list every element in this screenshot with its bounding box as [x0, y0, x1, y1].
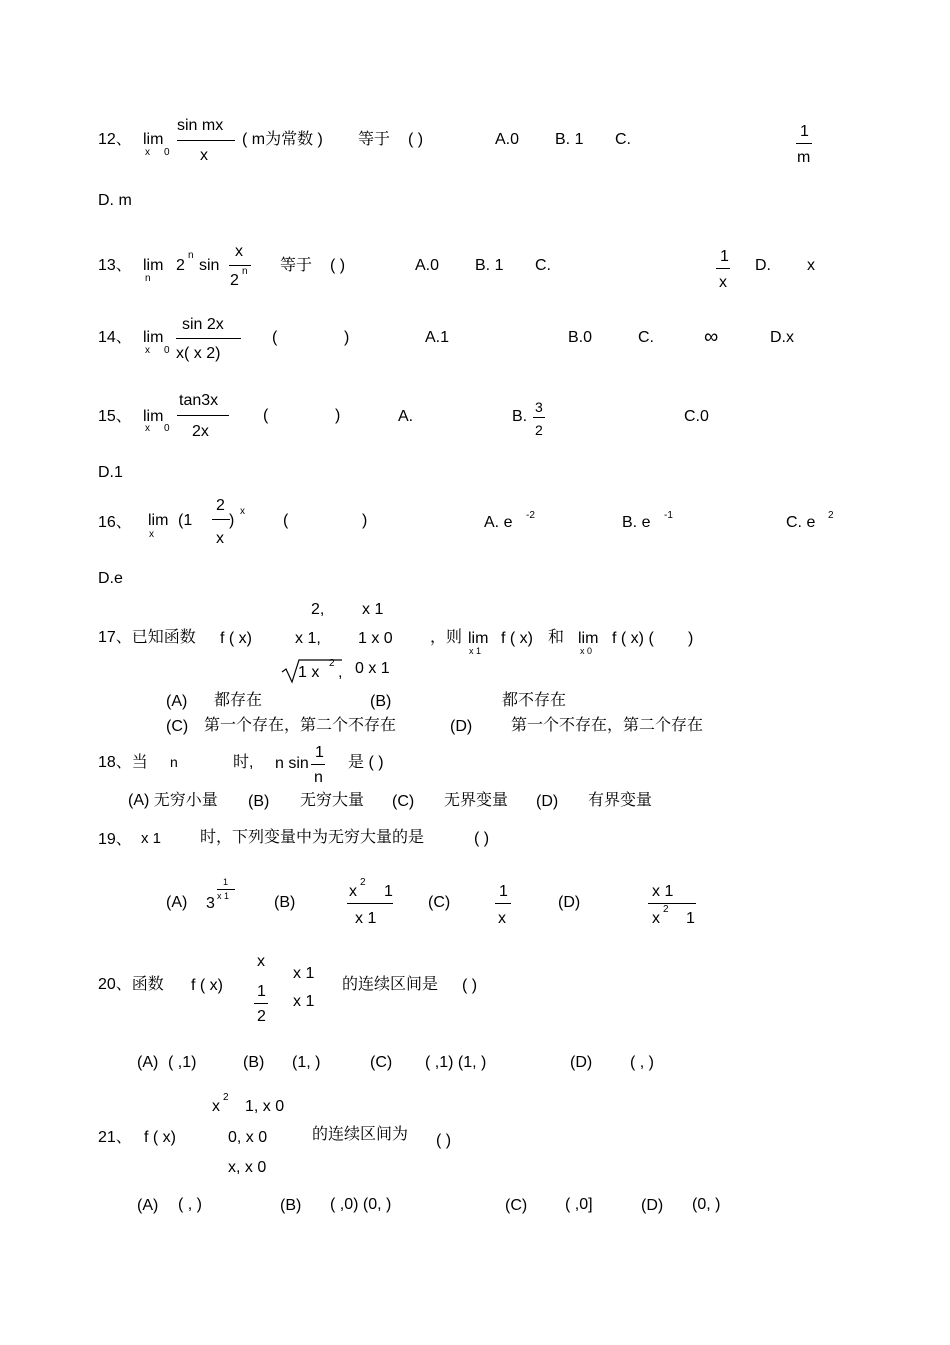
q17-option-d: (D): [450, 718, 473, 735]
q13-denominator: 2: [230, 272, 239, 289]
q14-option-c-val: ∞: [704, 326, 719, 348]
q17-lim1-f: f ( x): [501, 630, 533, 647]
q19-option-c-den: x: [498, 910, 506, 927]
q21-option-a-val: ( , ): [178, 1196, 202, 1213]
q15-blank-close: ): [335, 407, 341, 424]
q15-fraction-bar: [177, 415, 229, 416]
q21-option-b-val: ( ,0) (0, ): [330, 1196, 392, 1213]
q16-numerator: 2: [216, 497, 225, 514]
q14-option-c: C.: [638, 329, 654, 346]
q19-option-d-den: x: [652, 910, 660, 927]
q12-blank: ( ): [408, 131, 424, 148]
q12-fraction-bar: [177, 140, 235, 141]
q13-lim: lim: [143, 257, 164, 274]
q21-option-b: (B): [280, 1197, 302, 1214]
q20-option-d: (D): [570, 1054, 593, 1071]
q20-option-b: (B): [243, 1054, 265, 1071]
q19-option-c-num: 1: [499, 883, 508, 900]
q17-lim1: lim: [468, 630, 489, 647]
q21-case3: x, x 0: [228, 1159, 267, 1176]
q13-option-c-den: x: [719, 274, 727, 291]
q20-option-a: (A): [137, 1054, 159, 1071]
q18-fraction-bar: [311, 764, 325, 765]
q17-option-b-text: 都不存在: [502, 692, 567, 709]
q16-lim-sub-x: x: [149, 529, 154, 540]
q17-lim2: lim: [578, 630, 599, 647]
q18-shi2: 是 ( ): [348, 754, 384, 771]
q17-option-b: (B): [370, 693, 392, 710]
q17-case1-cond: x 1: [362, 601, 384, 618]
q19-option-b-num-rest: 1: [384, 883, 393, 900]
q15-blank-open: (: [263, 407, 269, 424]
q15-option-c: C.0: [684, 408, 709, 425]
q20-f: f ( x): [191, 977, 223, 994]
q14-lim-sub-x: x: [145, 345, 150, 356]
q15-lim: lim: [143, 408, 164, 425]
q12-note: ( m为常数 ): [242, 131, 323, 148]
q21-number: 21、: [98, 1129, 132, 1146]
q17-case3-comma: ,: [338, 664, 343, 681]
q15-option-b-den: 2: [535, 422, 543, 438]
q17-case3-sup: 2: [329, 658, 335, 669]
q16-lim: lim: [148, 512, 169, 529]
q15-lim-sub-x: x: [145, 423, 150, 434]
q13-option-c-bar: [716, 268, 730, 269]
q13-option-d: D.: [755, 257, 771, 274]
q17-lim2-sub: x 0: [580, 646, 593, 656]
q19-option-c: (C): [428, 894, 451, 911]
q12-lim-sub-0: 0: [164, 147, 170, 158]
q19-number: 19、: [98, 831, 132, 848]
q20-text: 的连续区间是: [342, 976, 439, 993]
q13-option-c-num: 1: [720, 248, 729, 265]
q17-case1-value: 2,: [311, 601, 325, 618]
q16-fraction-bar: [212, 519, 230, 520]
q14-fraction-bar: [176, 338, 241, 339]
q13-two: 2: [176, 257, 185, 274]
q18-option-b-text: 无穷大量: [300, 792, 365, 809]
q17-option-d-text: 第一个不存在，第二个存在: [511, 717, 704, 734]
q19-option-d: (D): [558, 894, 581, 911]
q16-option-c-sup: 2: [828, 510, 834, 521]
q15-option-b-num: 3: [535, 399, 543, 415]
q12-option-c-num: 1: [800, 123, 809, 140]
q19-option-a-exp-den: x 1: [217, 891, 230, 901]
q15-denominator: 2x: [192, 423, 209, 440]
q20-case1-cond: x 1: [293, 965, 315, 982]
q12-lim-sub-x: x: [145, 147, 150, 158]
q18-option-c-text: 无界变量: [444, 792, 509, 809]
q14-option-a: A.1: [425, 329, 450, 346]
q14-lim: lim: [143, 329, 164, 346]
q20-blank: ( ): [462, 977, 478, 994]
q21-option-d: (D): [641, 1197, 664, 1214]
q12-option-a: A.0: [495, 131, 520, 148]
q13-denominator-sup: n: [242, 266, 248, 277]
q20-option-b-val: (1, ): [292, 1054, 321, 1071]
q20-case1-value: x: [257, 953, 265, 970]
q12-option-c-bar: [796, 143, 812, 144]
q13-option-a: A.0: [415, 257, 440, 274]
q19-text: 时，下列变量中为无穷大量的是: [200, 829, 425, 846]
q17-mid: ，则: [430, 629, 463, 646]
q21-option-c: (C): [505, 1197, 528, 1214]
q19-option-d-bar: [648, 903, 696, 904]
q20-option-a-val: ( ,1): [168, 1054, 197, 1071]
q18-option-c: (C): [392, 793, 415, 810]
q18-option-d: (D): [536, 793, 559, 810]
q18-denominator: n: [314, 769, 323, 786]
q19-option-b-num: x: [349, 883, 357, 900]
q17-case2-cond: 1 x 0: [358, 630, 393, 647]
q13-number: 13、: [98, 257, 132, 274]
q14-numerator: sin 2x: [182, 316, 224, 333]
q17-f: f ( x): [220, 630, 252, 647]
q20-option-d-val: ( , ): [630, 1054, 654, 1071]
q20-case2-cond: x 1: [293, 993, 315, 1010]
q17-option-a: (A): [166, 693, 188, 710]
q16-option-a-sup: -2: [526, 510, 535, 521]
q16-denominator: x: [216, 530, 224, 547]
q17-option-c: (C): [166, 718, 189, 735]
q20-option-c-val: ( ,1) (1, ): [425, 1054, 487, 1071]
q16-option-a: A. e: [484, 514, 513, 531]
q12-option-b: B. 1: [555, 131, 584, 148]
q15-numerator: tan3x: [179, 392, 219, 409]
q15-lim-sub-0: 0: [164, 423, 170, 434]
q19-blank: ( ): [474, 830, 490, 847]
q21-case2: 0, x 0: [228, 1129, 268, 1146]
q13-lim-sub-n: n: [145, 273, 151, 284]
q17-option-a-text: 都存在: [214, 692, 263, 709]
q16-option-c: C. e: [786, 514, 816, 531]
q14-number: 14、: [98, 329, 132, 346]
q12-option-d: D. m: [98, 192, 132, 209]
q17-lim2-f: f ( x) (: [612, 630, 654, 647]
q18-numerator: 1: [315, 744, 324, 761]
q15-option-b: B.: [512, 408, 528, 425]
q12-equals: 等于: [358, 131, 391, 148]
q17-number: 17、已知函数: [98, 629, 196, 646]
q16-blank-close: ): [362, 512, 368, 529]
q20-option-c: (C): [370, 1054, 393, 1071]
q16-option-b-sup: -1: [664, 510, 673, 521]
q19-option-d-num: x 1: [652, 883, 674, 900]
q19-option-b-den: x 1: [355, 910, 377, 927]
q13-option-c: C.: [535, 257, 551, 274]
q14-blank-close: ): [344, 329, 350, 346]
q21-option-c-val: ( ,0]: [565, 1196, 593, 1213]
q21-f: f ( x): [144, 1129, 176, 1146]
q12-option-c-den: m: [797, 149, 811, 166]
q19-option-d-den-sup: 2: [663, 904, 669, 915]
q21-option-d-val: (0, ): [692, 1196, 721, 1213]
q20-case2-num: 1: [257, 983, 266, 1000]
q16-option-b: B. e: [622, 514, 651, 531]
q12-numerator: sin mx: [177, 117, 224, 134]
q18-shi: 时,: [233, 754, 254, 771]
q19-option-b: (B): [274, 894, 296, 911]
q13-two-sup: n: [188, 250, 194, 261]
q20-case2-den: 2: [257, 1008, 266, 1025]
q13-blank: ( ): [330, 257, 346, 274]
q12-option-c: C.: [615, 131, 631, 148]
q18-number: 18、当: [98, 754, 148, 771]
q21-case1-rest: 1, x 0: [245, 1098, 285, 1115]
q14-blank-open: (: [272, 329, 278, 346]
q19-option-b-num-sup: 2: [360, 877, 366, 888]
q18-nsin: n sin: [275, 755, 309, 772]
q18-n: n: [170, 754, 178, 770]
q16-number: 16、: [98, 514, 132, 531]
q19-option-c-bar: [495, 903, 511, 904]
q19-option-a: (A): [166, 894, 188, 911]
q16-blank-open: (: [283, 512, 289, 529]
q13-sin: sin: [199, 257, 220, 274]
q13-fraction-bar: [229, 265, 251, 266]
q17-and: 和: [548, 629, 565, 646]
q15-option-b-bar: [533, 417, 545, 418]
q15-option-d: D.1: [98, 464, 123, 481]
q21-case1-value: x: [212, 1098, 220, 1115]
q13-numerator: x: [235, 243, 243, 260]
q16-open: (1: [178, 512, 193, 529]
q17-case3-radicand: 1 x: [298, 664, 320, 681]
q14-option-d: D.x: [770, 329, 794, 346]
q16-close: ): [229, 512, 235, 529]
q14-option-b: B.0: [568, 329, 593, 346]
q19-option-a-base: 3: [206, 895, 215, 912]
q12-denominator: x: [200, 147, 208, 164]
q19-cond: x 1: [141, 830, 162, 847]
q18-option-b: (B): [248, 793, 270, 810]
q20-number: 20、函数: [98, 976, 164, 993]
q21-blank: ( ): [436, 1132, 452, 1149]
q21-option-a: (A): [137, 1197, 159, 1214]
q17-case2-value: x 1,: [295, 630, 321, 647]
q13-option-b: B. 1: [475, 257, 504, 274]
q15-option-a: A.: [398, 408, 414, 425]
q17-lim1-sub: x 1: [469, 646, 482, 656]
q19-option-a-exp-num: 1: [223, 877, 229, 887]
q21-text: 的连续区间为: [312, 1126, 409, 1143]
q17-case3-cond: 0 x 1: [355, 660, 390, 677]
q15-number: 15、: [98, 408, 132, 425]
q17-option-c-text: 第一个存在，第二个不存在: [204, 717, 397, 734]
q14-denominator: x( x 2): [176, 345, 221, 362]
q13-option-d-val: x: [807, 257, 815, 274]
q20-case2-bar: [254, 1003, 268, 1004]
q19-option-a-exp-bar: [217, 889, 235, 890]
q19-option-b-bar: [347, 903, 393, 904]
q19-option-d-den-rest: 1: [686, 910, 695, 927]
q12-lim: lim: [143, 131, 164, 148]
q16-exponent: x: [240, 506, 245, 517]
q18-option-d-text: 有界变量: [588, 792, 653, 809]
q12-number: 12、: [98, 131, 132, 148]
q18-option-a: (A) 无穷小量: [128, 792, 218, 809]
q13-equals: 等于: [280, 257, 313, 274]
q17-close: ): [688, 630, 694, 647]
q16-option-d: D.e: [98, 570, 123, 587]
q21-case1-sup: 2: [223, 1092, 229, 1103]
q14-lim-sub-0: 0: [164, 345, 170, 356]
